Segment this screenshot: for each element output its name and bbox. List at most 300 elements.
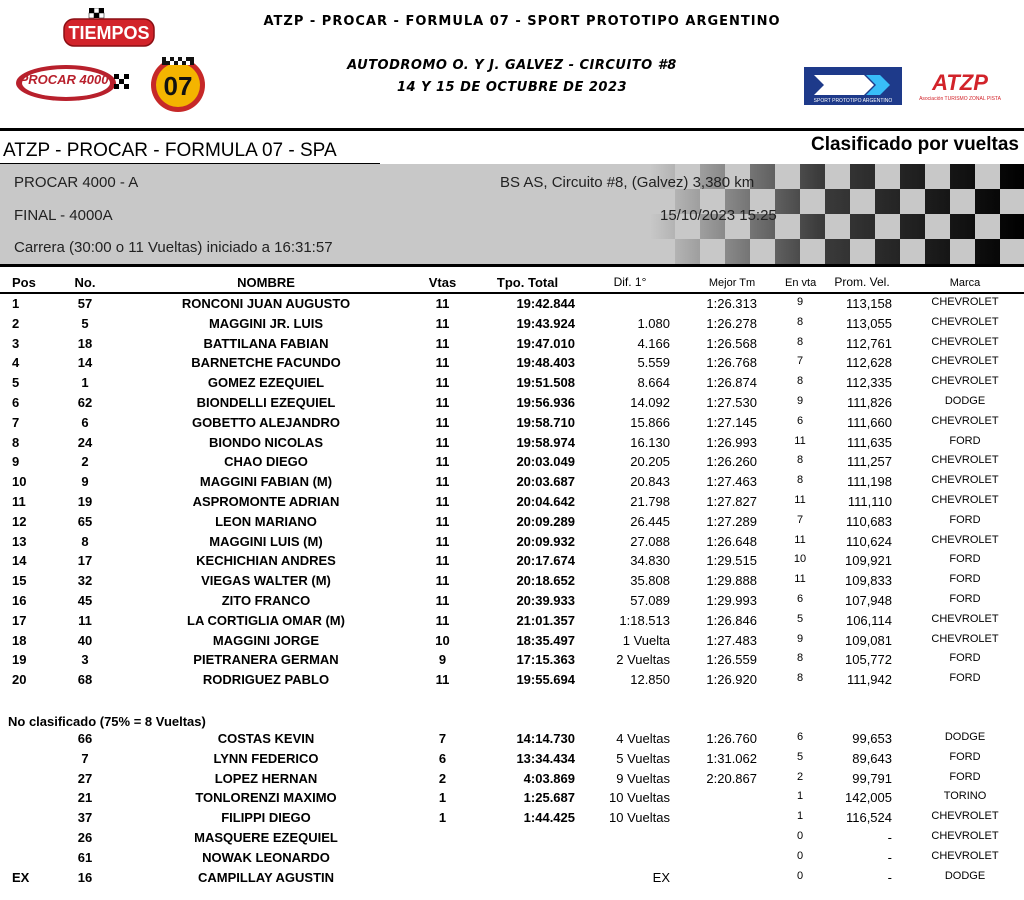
- cell-brand: CHEVROLET: [931, 849, 999, 862]
- cell-total-time: 20:18.652: [516, 573, 575, 589]
- cell-car-number: 16: [77, 869, 93, 885]
- cell-laps: 9: [438, 652, 447, 668]
- cell-brand: CHEVROLET: [931, 829, 999, 842]
- cell-driver-name: RONCONI JUAN AUGUSTO: [181, 296, 351, 311]
- svg-text:07: 07: [163, 71, 193, 101]
- cell-best-on-lap: 9: [796, 394, 804, 407]
- cell-driver-name: KECHICHIAN ANDRES: [196, 553, 336, 569]
- cell-driver-name: MAGGINI FABIAN (M): [199, 474, 333, 490]
- cell-best-lap: 1:26.568: [706, 335, 757, 351]
- cell-gap: 10 Vueltas: [609, 810, 670, 826]
- cell-best-on-lap: 1: [796, 810, 804, 823]
- cell-gap: 57.089: [630, 592, 670, 608]
- cell-gap: 10 Vueltas: [609, 790, 670, 806]
- cell-best-on-lap: 11: [794, 434, 806, 447]
- cell-laps: 11: [435, 296, 450, 311]
- cell-total-time: 4:03.869: [523, 770, 575, 786]
- table-row: [0, 571, 1024, 591]
- cell-best-lap: 1:26.920: [706, 672, 757, 688]
- cell-laps: 11: [435, 573, 450, 589]
- cell-pos: 17: [12, 612, 27, 628]
- cell-avg-speed: 111,110: [847, 493, 892, 509]
- cell-best-lap: 1:26.559: [706, 652, 757, 668]
- cell-avg-speed: 111,826: [846, 394, 892, 410]
- cell-avg-speed: 99,653: [852, 730, 892, 746]
- cell-total-time: 20:09.289: [516, 513, 575, 529]
- cell-avg-speed: 113,158: [845, 296, 892, 311]
- cell-gap: 5 Vueltas: [616, 750, 670, 766]
- cell-brand: CHEVROLET: [931, 612, 999, 625]
- cell-driver-name: MAGGINI JORGE: [212, 632, 320, 648]
- table-row: [0, 749, 1024, 769]
- cell-laps: 11: [435, 672, 450, 688]
- cell-avg-speed: 111,942: [846, 672, 892, 688]
- cell-avg-speed: 109,921: [845, 553, 892, 569]
- cell-gap: 14.092: [630, 394, 670, 410]
- svg-text:Asociación TURISMO ZONAL PISTA: Asociación TURISMO ZONAL PISTA: [919, 96, 1001, 102]
- cell-pos: 14: [12, 553, 27, 569]
- cell-brand: CHEVROLET: [931, 315, 999, 328]
- cell-driver-name: MAGGINI LUIS (M): [209, 533, 323, 549]
- cell-car-number: 2: [81, 454, 89, 470]
- cell-laps: 11: [435, 315, 450, 331]
- cell-best-lap: 1:27.530: [706, 394, 757, 410]
- cell-driver-name: FILIPPI DIEGO: [221, 810, 311, 826]
- cell-car-number: 3: [81, 652, 89, 668]
- cell-pos: 1: [12, 296, 20, 311]
- cell-car-number: 45: [77, 592, 93, 608]
- cell-brand: FORD: [949, 770, 981, 783]
- cell-gap: 35.808: [630, 573, 670, 589]
- cell-brand: CHEVROLET: [931, 474, 999, 487]
- cell-avg-speed: 89,643: [852, 750, 892, 766]
- cell-total-time: 18:35.497: [516, 632, 575, 648]
- cell-avg-speed: -: [887, 869, 892, 885]
- table-row: [0, 353, 1024, 373]
- cell-avg-speed: 109,081: [845, 632, 892, 648]
- cell-brand: FORD: [949, 513, 981, 526]
- col-brand-header: Marca: [949, 277, 981, 289]
- cell-avg-speed: 111,660: [846, 414, 892, 430]
- cell-pos: 9: [12, 454, 20, 470]
- cell-pos: 4: [12, 355, 20, 371]
- race-conditions: Carrera (30:00 o 11 Vueltas) iniciado a 16:31:57: [14, 239, 333, 256]
- cell-brand: FORD: [949, 592, 981, 605]
- cell-driver-name: LA CORTIGLIA OMAR (M): [187, 612, 345, 628]
- cell-car-number: 14: [77, 355, 93, 371]
- race-class: PROCAR 4000 - A: [14, 174, 139, 191]
- cell-brand: CHEVROLET: [931, 355, 999, 368]
- cell-best-on-lap: 11: [794, 493, 806, 506]
- table-row: [0, 551, 1024, 571]
- cell-avg-speed: 110,624: [845, 533, 892, 549]
- cell-driver-name: LYNN FEDERICO: [213, 750, 319, 766]
- cell-car-number: 65: [77, 513, 93, 529]
- event-dates: 14 Y 15 DE OCTUBRE DE 2023: [396, 80, 628, 95]
- cell-avg-speed: 109,833: [845, 573, 892, 589]
- results-table: [0, 274, 1024, 887]
- cell-avg-speed: -: [887, 829, 892, 845]
- info-divider: [0, 264, 1024, 267]
- cell-brand: FORD: [949, 672, 981, 685]
- cell-best-on-lap: 8: [796, 454, 804, 467]
- col-name-header: NOMBRE: [237, 275, 295, 290]
- cell-brand: CHEVROLET: [931, 810, 999, 823]
- cell-driver-name: NOWAK LEONARDO: [202, 849, 330, 865]
- event-title: ATZP - PROCAR - FORMULA 07 - SPORT PROTOTIPO ARGENTINO: [263, 14, 781, 29]
- cell-gap: 9 Vueltas: [616, 770, 670, 786]
- cell-driver-name: GOMEZ EZEQUIEL: [207, 375, 325, 391]
- cell-driver-name: CAMPILLAY AGUSTIN: [197, 869, 335, 885]
- not-classified-results: [0, 729, 1024, 887]
- cell-car-number: 61: [77, 849, 93, 865]
- cell-best-lap: 1:26.313: [706, 296, 757, 311]
- cell-best-lap: 1:27.289: [706, 513, 757, 529]
- cell-brand: CHEVROLET: [931, 375, 999, 388]
- race-info-box: [0, 164, 1024, 264]
- cell-pos: 7: [12, 414, 20, 430]
- cell-brand: DODGE: [944, 869, 986, 882]
- cell-total-time: 19:43.924: [516, 315, 575, 331]
- table-row: [0, 788, 1024, 808]
- race-session: FINAL - 4000A: [14, 207, 113, 224]
- table-row: [0, 472, 1024, 492]
- cell-gap: 12.850: [630, 672, 670, 688]
- cell-total-time: 20:04.642: [516, 493, 575, 509]
- col-time-header: Tpo. Total: [496, 275, 559, 290]
- cell-best-on-lap: 0: [796, 869, 804, 882]
- table-row: [0, 631, 1024, 651]
- cell-best-on-lap: 9: [796, 632, 804, 645]
- cell-laps: 11: [435, 394, 450, 410]
- cell-car-number: 40: [77, 632, 93, 648]
- cell-gap: 8.664: [637, 375, 670, 391]
- cell-gap: 20.843: [630, 474, 670, 490]
- cell-brand: FORD: [949, 750, 981, 763]
- cell-best-on-lap: 0: [796, 849, 804, 862]
- cell-best-on-lap: 6: [796, 592, 804, 605]
- cell-gap: 4.166: [637, 335, 670, 351]
- cell-car-number: 8: [81, 533, 89, 549]
- cell-gap: 16.130: [630, 434, 670, 450]
- cell-gap: 1 Vuelta: [622, 632, 670, 648]
- cell-avg-speed: 105,772: [845, 652, 892, 668]
- cell-best-on-lap: 7: [796, 355, 804, 368]
- cell-driver-name: BIONDO NICOLAS: [208, 434, 324, 450]
- cell-car-number: 27: [77, 770, 93, 786]
- cell-gap: 15.866: [630, 414, 670, 430]
- cell-car-number: 9: [81, 474, 89, 490]
- table-row: [0, 294, 1024, 314]
- cell-gap: 5.559: [637, 355, 670, 371]
- cell-brand: CHEVROLET: [931, 533, 999, 546]
- classification-type: Clasificado por vueltas: [810, 134, 1019, 155]
- cell-total-time: 19:51.508: [516, 375, 575, 391]
- cell-brand: FORD: [949, 553, 981, 566]
- cell-best-on-lap: 7: [796, 513, 804, 526]
- cell-laps: 11: [435, 335, 450, 351]
- header-divider: [0, 128, 1024, 131]
- col-onlap-header: En vta: [785, 277, 817, 289]
- cell-driver-name: GOBETTO ALEJANDRO: [191, 414, 341, 430]
- cell-gap: 20.205: [630, 454, 670, 470]
- cell-car-number: 68: [77, 672, 93, 688]
- cell-best-on-lap: 8: [796, 315, 804, 328]
- svg-text:SPORT PROTOTIPO ARGENTINO: SPORT PROTOTIPO ARGENTINO: [813, 98, 893, 104]
- cell-best-lap: 1:26.760: [706, 730, 757, 746]
- cell-avg-speed: 142,005: [845, 790, 892, 806]
- cell-gap: 1.080: [637, 315, 670, 331]
- table-row: [0, 512, 1024, 532]
- col-laps-header: Vtas: [428, 275, 457, 290]
- cell-best-on-lap: 0: [796, 829, 804, 842]
- cell-car-number: 6: [81, 414, 89, 430]
- cell-brand: TORINO: [943, 790, 987, 803]
- cell-pos: 18: [12, 632, 27, 648]
- cell-car-number: 21: [77, 790, 93, 806]
- cell-total-time: 20:09.932: [516, 533, 575, 549]
- cell-pos: 6: [12, 394, 20, 410]
- table-row: [0, 373, 1024, 393]
- cell-driver-name: CHAO DIEGO: [224, 454, 308, 470]
- cell-avg-speed: 112,761: [845, 335, 892, 351]
- section-spacer: [0, 690, 1024, 706]
- cell-best-lap: 1:26.260: [706, 454, 757, 470]
- cell-gap: 21.798: [630, 493, 670, 509]
- cell-avg-speed: 112,628: [845, 355, 892, 371]
- cell-laps: 11: [435, 533, 450, 549]
- cell-driver-name: BARNETCHE FACUNDO: [191, 355, 341, 371]
- table-row: [0, 868, 1024, 888]
- cell-car-number: 26: [77, 829, 93, 845]
- cell-car-number: 17: [77, 553, 93, 569]
- cell-car-number: 18: [77, 335, 93, 351]
- cell-total-time: 19:48.403: [516, 355, 575, 371]
- cell-brand: CHEVROLET: [931, 454, 999, 467]
- cell-gap: 27.088: [630, 533, 670, 549]
- cell-laps: 6: [438, 750, 447, 766]
- cell-pos: 13: [12, 533, 27, 549]
- cell-avg-speed: 111,635: [846, 434, 892, 450]
- venue-title: AUTODROMO O. Y J. GALVEZ - CIRCUITO #8: [347, 58, 677, 73]
- cell-laps: 11: [435, 592, 450, 608]
- cell-best-lap: 1:26.648: [706, 533, 757, 549]
- cell-pos: 3: [12, 335, 20, 351]
- cell-laps: 1: [438, 790, 447, 806]
- cell-driver-name: COSTAS KEVIN: [217, 730, 315, 746]
- table-row: [0, 314, 1024, 334]
- cell-brand: FORD: [949, 434, 981, 447]
- cell-brand: CHEVROLET: [931, 493, 999, 506]
- cell-car-number: 37: [77, 810, 93, 826]
- cell-laps: 11: [435, 553, 450, 569]
- cell-best-on-lap: 8: [796, 672, 804, 685]
- cell-driver-name: BIONDELLI EZEQUIEL: [196, 394, 336, 410]
- cell-total-time: 1:25.687: [523, 790, 575, 806]
- cell-driver-name: RODRIGUEZ PABLO: [202, 672, 330, 688]
- table-row: [0, 611, 1024, 631]
- cell-driver-name: PIETRANERA GERMAN: [193, 652, 339, 668]
- cell-driver-name: LOPEZ HERNAN: [214, 770, 318, 786]
- table-row: [0, 808, 1024, 828]
- table-row: [0, 650, 1024, 670]
- cell-gap: 2 Vueltas: [616, 652, 670, 668]
- cell-best-lap: 1:27.145: [706, 414, 757, 430]
- cell-avg-speed: 113,055: [845, 315, 892, 331]
- cell-best-on-lap: 8: [796, 474, 804, 487]
- not-classified-section: [0, 706, 1024, 729]
- not-classified-title: No clasificado (75% = 8 Vueltas): [8, 713, 206, 729]
- cell-gap: 1:18.513: [619, 612, 670, 628]
- cell-best-lap: 1:29.993: [706, 592, 757, 608]
- table-row: [0, 729, 1024, 749]
- cell-total-time: 19:58.974: [516, 434, 575, 450]
- cell-total-time: 20:17.674: [516, 553, 575, 569]
- cell-car-number: 32: [77, 573, 93, 589]
- cell-avg-speed: 110,683: [845, 513, 892, 529]
- cell-laps: 7: [438, 730, 447, 746]
- col-diff-header: Dif. 1°: [613, 275, 647, 289]
- cell-best-on-lap: 6: [796, 414, 804, 427]
- col-best-header: Mejor Tm: [708, 277, 756, 289]
- cell-car-number: 66: [77, 730, 93, 746]
- cell-best-lap: 2:20.867: [706, 770, 757, 786]
- cell-total-time: 19:42.844: [516, 296, 575, 311]
- cell-avg-speed: 107,948: [845, 592, 892, 608]
- cell-best-lap: 1:26.993: [706, 434, 757, 450]
- cell-car-number: 24: [77, 434, 93, 450]
- cell-pos: 20: [12, 672, 27, 688]
- cell-best-lap: 1:31.062: [706, 750, 757, 766]
- cell-total-time: 19:56.936: [516, 394, 575, 410]
- cell-car-number: 57: [77, 296, 93, 311]
- cell-avg-speed: 116,524: [845, 810, 892, 826]
- cell-pos: 15: [12, 573, 27, 589]
- cell-total-time: 19:58.710: [516, 414, 575, 430]
- cell-total-time: 21:01.357: [516, 612, 575, 628]
- cell-brand: FORD: [949, 652, 981, 665]
- table-row: [0, 769, 1024, 789]
- cell-pos: 12: [12, 513, 27, 529]
- cell-pos: EX: [12, 869, 30, 885]
- cell-car-number: 19: [77, 493, 93, 509]
- cell-best-lap: 1:27.483: [706, 632, 757, 648]
- cell-avg-speed: 112,335: [845, 375, 892, 391]
- cell-avg-speed: 111,257: [846, 454, 892, 470]
- cell-brand: CHEVROLET: [931, 414, 999, 427]
- cell-total-time: 20:03.049: [516, 454, 575, 470]
- cell-laps: 11: [435, 355, 450, 371]
- table-row: [0, 413, 1024, 433]
- cell-driver-name: ZITO FRANCO: [221, 592, 311, 608]
- cell-best-on-lap: 2: [796, 770, 804, 783]
- table-row: [0, 591, 1024, 611]
- cell-brand: DODGE: [944, 394, 986, 407]
- col-pos-header: Pos: [12, 275, 36, 290]
- table-row: [0, 670, 1024, 690]
- cell-best-lap: 1:26.768: [706, 355, 757, 371]
- cell-avg-speed: 106,114: [845, 612, 892, 628]
- cell-total-time: 1:44.425: [523, 810, 575, 826]
- cell-best-on-lap: 6: [796, 730, 804, 743]
- cell-car-number: 1: [81, 375, 89, 391]
- svg-text:PROCAR 4000: PROCAR 4000: [19, 72, 109, 87]
- cell-car-number: 7: [81, 750, 89, 766]
- cell-pos: 19: [12, 652, 27, 668]
- cell-laps: 1: [438, 810, 447, 826]
- cell-gap: 26.445: [630, 513, 670, 529]
- table-row: [0, 848, 1024, 868]
- cell-driver-name: VIEGAS WALTER (M): [201, 573, 331, 589]
- cell-best-lap: 1:29.515: [706, 553, 757, 569]
- cell-laps: 11: [435, 454, 450, 470]
- cell-best-lap: 1:26.278: [706, 315, 757, 331]
- cell-best-on-lap: 10: [793, 553, 807, 566]
- cell-laps: 11: [435, 493, 450, 509]
- cell-pos: 5: [12, 375, 20, 391]
- table-row: [0, 393, 1024, 413]
- cell-total-time: 13:34.434: [516, 750, 575, 766]
- cell-driver-name: ASPROMONTE ADRIAN: [192, 493, 340, 509]
- cell-best-on-lap: 5: [796, 750, 804, 763]
- cell-gap: 34.830: [630, 553, 670, 569]
- cell-laps: 10: [435, 632, 450, 648]
- cell-total-time: 14:14.730: [516, 730, 575, 746]
- cell-best-on-lap: 1: [796, 790, 804, 803]
- results-title-bar: [0, 134, 1024, 164]
- cell-avg-speed: -: [887, 849, 892, 865]
- cell-pos: 16: [12, 592, 27, 608]
- cell-avg-speed: 99,791: [852, 770, 892, 786]
- cell-best-on-lap: 8: [796, 652, 804, 665]
- table-row: [0, 452, 1024, 472]
- cell-best-lap: 1:27.463: [706, 474, 757, 490]
- cell-best-on-lap: 8: [796, 375, 804, 388]
- cell-best-on-lap: 5: [796, 612, 804, 625]
- cell-laps: 11: [435, 513, 450, 529]
- table-row: [0, 532, 1024, 552]
- cell-brand: CHEVROLET: [931, 632, 999, 645]
- table-row: [0, 828, 1024, 848]
- cell-best-lap: 1:26.874: [706, 375, 757, 391]
- cell-driver-name: MAGGINI JR. LUIS: [208, 315, 324, 331]
- race-datetime: 15/10/2023 15:25: [660, 207, 777, 224]
- cell-laps: 2: [438, 770, 447, 786]
- cell-gap: EX: [652, 869, 670, 885]
- cell-best-on-lap: 11: [794, 573, 806, 586]
- cell-total-time: 19:47.010: [516, 335, 575, 351]
- cell-best-on-lap: 9: [796, 296, 804, 308]
- table-row: [0, 334, 1024, 354]
- cell-best-lap: 1:26.846: [706, 612, 757, 628]
- cell-car-number: 62: [77, 394, 93, 410]
- cell-total-time: 20:03.687: [516, 474, 575, 490]
- cell-car-number: 5: [81, 315, 89, 331]
- cell-pos: 10: [12, 474, 27, 490]
- cell-total-time: 20:39.933: [516, 592, 575, 608]
- cell-laps: 11: [435, 434, 450, 450]
- cell-avg-speed: 111,198: [846, 474, 892, 490]
- table-row: [0, 492, 1024, 512]
- cell-driver-name: MASQUERE EZEQUIEL: [194, 829, 338, 845]
- cell-pos: 8: [12, 434, 20, 450]
- cell-laps: 11: [435, 375, 450, 391]
- cell-driver-name: TONLORENZI MAXIMO: [195, 790, 337, 806]
- cell-gap: 4 Vueltas: [616, 730, 670, 746]
- cell-brand: DODGE: [944, 730, 986, 743]
- cell-brand: CHEVROLET: [931, 335, 999, 348]
- cell-best-lap: 1:29.888: [706, 573, 757, 589]
